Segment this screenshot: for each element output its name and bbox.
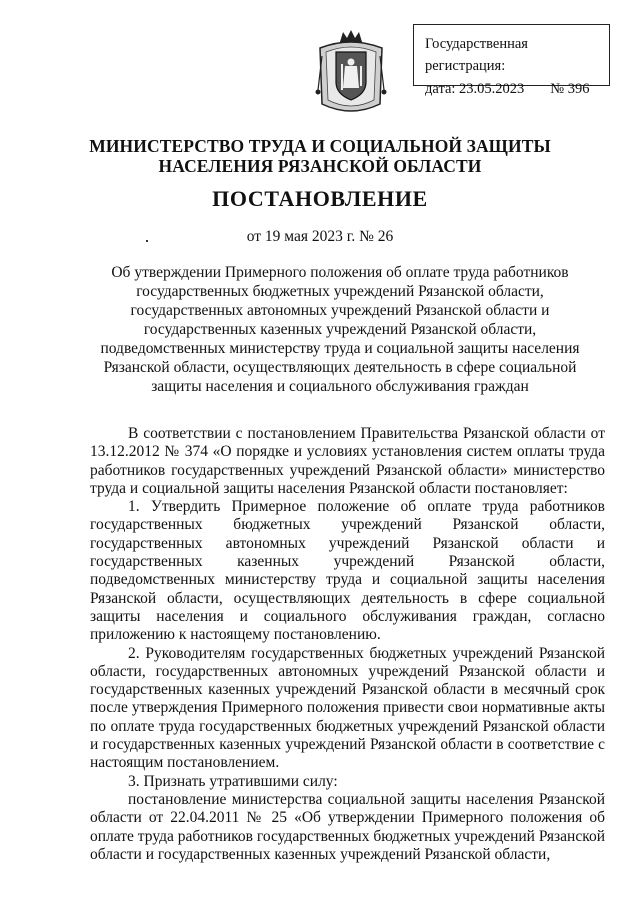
document-date-number: от 19 мая 2023 г. № 26 xyxy=(246,228,394,245)
clause-1-paragraph: 1. Утвердить Примерное положение об оплате труда работников государственных бюджетных учреждений Рязанской области, государственных автономных учреждений Рязанской области и государственных казенных учреждений Рязанской области, подведомственных министерству труда и социальной защиты населения Рязанской области, осуществляющих деятельность в сфере социальной защиты населения и социального обслуживания граждан, согласно приложению к настоящему постановлению. xyxy=(90,498,605,644)
repealed-act-paragraph: постановление министерства социальной защиты населения Рязанской области от 22.04.2011 № 25 «Об утверждении Примерного положения об оплате труда работников государственных бюджетных учреждений Рязанской области и государственных казенных учреждений Рязанской области, xyxy=(90,790,605,863)
document-subject: Об утверждении Примерного положения об оплате труда работников государственных бюджетных учреждений Рязанской области, государственных автономных учреждений Рязанской области и государственных казенных учреждений Рязанской области, подведомственных министерству труда и социальной защиты населения Рязанской области, осуществляющих деятельность в сфере социальной защиты населения и социального обслуживания граждан xyxy=(100,264,580,395)
registration-details xyxy=(425,78,609,100)
document-body xyxy=(90,425,605,864)
document-type-title: ПОСТАНОВЛЕНИЕ xyxy=(212,186,428,211)
clause-2-paragraph: 2. Руководителям государственных бюджетных учреждений Рязанской области, государственных автономных учреждений Рязанской области и государственных казенных учреждений Рязанской области в месячный срок после утверждения Примерного положения привести свои нормативные акты по оплате труда государственных бюджетных учреждений Рязанской области и государственных казенных учреждений Рязанской области в соответствие с настоящим постановлением. xyxy=(90,644,605,772)
ministry-name: МИНИСТЕРСТВО ТРУДА И СОЦИАЛЬНОЙ ЗАЩИТЫ НАСЕЛЕНИЯ РЯЗАНСКОЙ ОБЛАСТИ xyxy=(89,136,551,176)
registration-date: дата: 23.05.2023 xyxy=(425,80,525,97)
registration-stamp xyxy=(413,24,610,97)
registration-number: № 396 xyxy=(550,80,590,97)
clause-3-paragraph: 3. Признать утратившими силу: xyxy=(128,772,338,790)
registration-title: Государственная регистрация: xyxy=(425,36,528,75)
preamble-paragraph: В соответствии с постановлением Правительства Рязанской области от 13.12.2012 № 374 «О порядке и условиях установления систем оплаты труда работников государственных учреждений Рязанской области» министерство труда и социальной защиты населения Рязанской области постановляет: xyxy=(90,425,605,497)
ryazan-coat-of-arms-icon xyxy=(314,28,388,118)
